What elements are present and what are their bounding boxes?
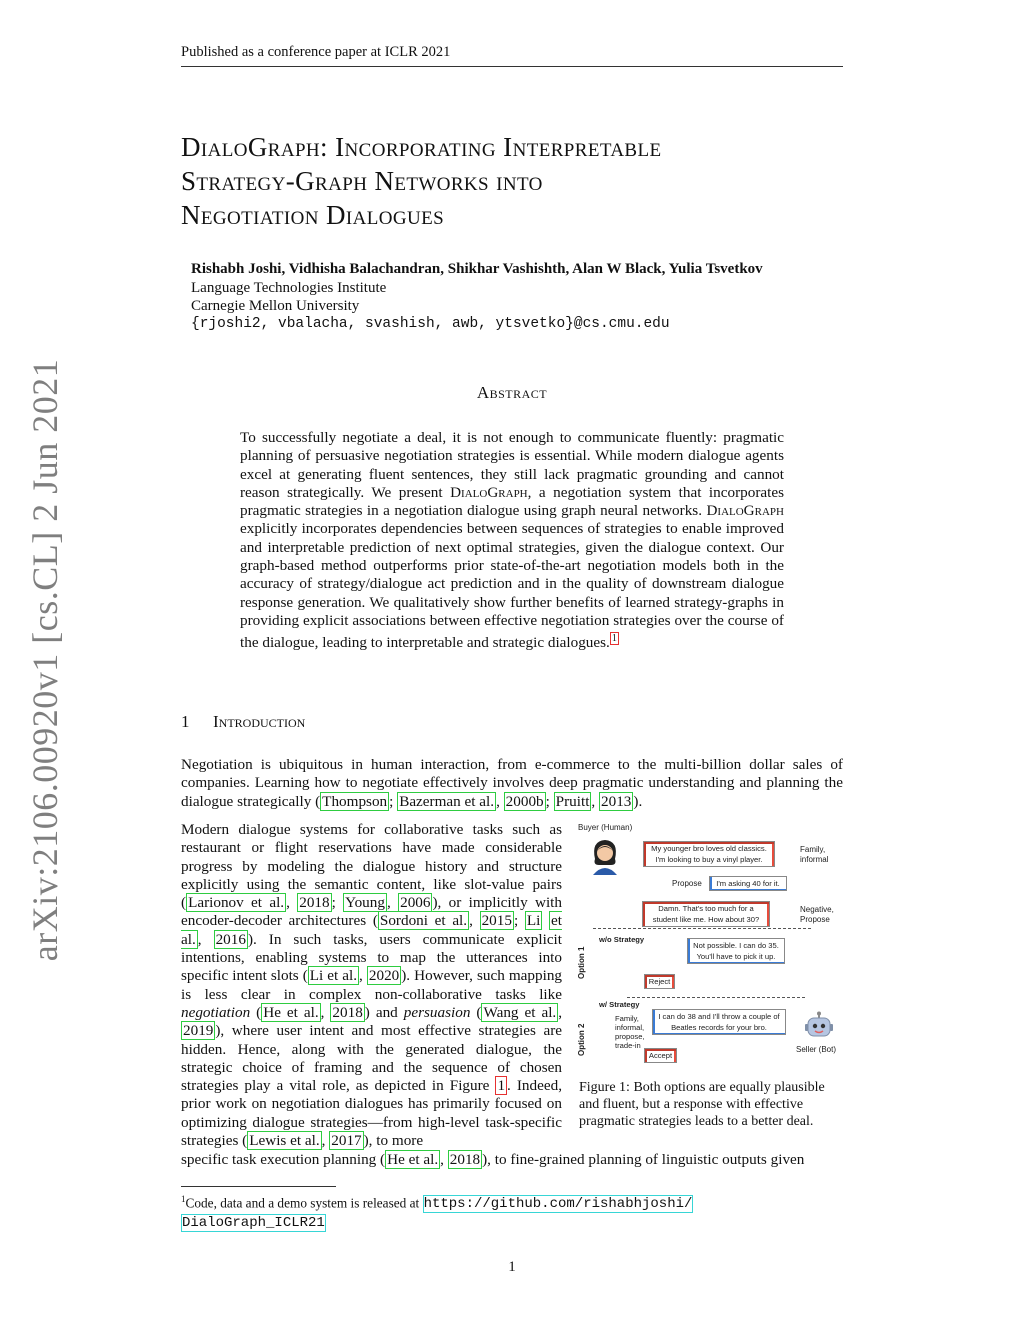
footnote-mark: 1	[181, 1194, 186, 1204]
abstract-heading: Abstract	[476, 383, 548, 402]
emphasis: negotiation	[181, 1003, 251, 1021]
text: Modern dialogue systems for collaborative tasks such as restaurant or flight reservations have made considerable progress by modeling the dialogue history and structure explicitly using the semantic content, like slot-value pairs (	[181, 821, 562, 912]
citation-link[interactable]: et al.	[181, 912, 562, 948]
intro-paragraph-2: Modern dialogue systems for collaborative tasks such as restaurant or flight reservations have made considerable progress by modeling the dialogue history and structure explicitly using the semantic content, like slot-value pairs ( Larionov et al. , 2018 ; Young , 2006 ), or implicitly with encoder-decoder architectures ( Sordoni et al. , 2015 ; Li et al. , 2016 ). In such tasks, users communicate explicit intentions, enabling systems to map the utterances into specific intent slots ( Li et al. , 2020 ). However, such mapping is less clear in complex non-collaborative tasks like negotiation ( He et al. , 2018 ) and persuasion ( Wang et al. , 2019 ), where user intent and most effective strategies are hidden. Hence, along with the generated dialogue, the strategic choice of framing and the sequence of chosen strategies play a vital role, as depicted in Figure 1 . Indeed, prior work on negotiation dialogues has primarily focused on optimizing dialogue strategies—from high-level task-specific strategies ( Lewis et al. , 2017 ), to more	[181, 821, 563, 1150]
footnote	[181, 1191, 843, 1232]
section-number: 1	[181, 712, 190, 731]
arxiv-stamp	[24, 358, 66, 962]
abstract-text-c: explicitly incorporates dependencies between sequences of strategies to enable improved and interpretable prediction of next optimal strategies, given the dialogue context. Our graph-based method outperforms prior state-of-the-art negotiation models both in the accuracy of strategy/dialogue act prediction and in the quality of downstream dialogue response generation. We qualitatively show further benefits of learned strategy-graphs in providing explicit associations between effective negotiation strategies over the course of the dialogue, leading to interpretable and strategic dialogues.	[240, 520, 784, 652]
citation-link[interactable]: 2019	[183, 1022, 214, 1040]
figure-link[interactable]: 1	[497, 1077, 506, 1095]
author-emails: {rjoshi2, vbalacha, svashish, awb, ytsvetko}@cs.cmu.edu	[191, 316, 670, 332]
text: specific task execution planning (	[181, 1151, 386, 1168]
citation-link[interactable]: Li et al.	[309, 967, 358, 985]
citation-link[interactable]: 2006	[400, 894, 431, 912]
figure-caption: Figure 1: Both options are equally plausible and fluent, but a response with effective pragmatic strategies leads to a better deal.	[579, 1080, 825, 1129]
figure-1	[575, 821, 843, 1066]
citation-link[interactable]: 2018	[299, 894, 330, 912]
footnote-rule	[181, 1186, 336, 1187]
text: ), to more	[363, 1132, 424, 1150]
citation-link[interactable]: 2020	[368, 967, 400, 985]
section-title: Introduction	[213, 712, 306, 731]
title-line-1: DialoGraph: Incorporating Interpretable	[181, 132, 662, 162]
seller-bubble-option-1: Not possible. I can do 35. You'll have to pick it up.	[687, 938, 785, 964]
strategy-tag-1: Family, informal	[800, 845, 829, 864]
repo-link-continued[interactable]: DialoGraph_ICLR21	[182, 1215, 325, 1232]
text: ). In such tasks, users communicate explicit intentions, enabling systems to map the utterances into specific intent slots (	[181, 930, 562, 985]
seller-bubble-1: I'm asking 40 for it.	[709, 876, 787, 891]
buyer-bubble-1: My younger bro loves old classics. I'm looking to buy a vinyl player.	[643, 841, 775, 867]
citation-link[interactable]: Pruitt	[555, 792, 590, 810]
divider	[593, 928, 811, 929]
propose-label: Propose	[672, 879, 702, 888]
footnote-link[interactable]: 1	[611, 633, 617, 645]
robot-icon	[803, 1011, 835, 1043]
citation-link[interactable]: 2015	[481, 912, 512, 930]
citation-link[interactable]: 2016	[215, 930, 246, 948]
arxiv-stamp-text: arXiv:2106.00920v1 [cs.CL] 2 Jun 2021	[25, 358, 65, 962]
repo-link[interactable]: https://github.com/rishabhjoshi/	[423, 1196, 693, 1213]
title-line-2: Strategy-Graph Networks into	[181, 166, 543, 196]
citation-link[interactable]: Wang et al.	[483, 1003, 557, 1021]
text: ), where user intent and most effective strategies are hidden. Hence, along with the generated dialogue, the strategic choice of framing and the sequence of chosen strategies play a vital role, as depicted in Figure	[181, 1022, 562, 1095]
buyer-bubble-2: Damn. That's too much for a student like me. How about 30?	[642, 901, 770, 927]
without-strategy-label: w/o Strategy	[599, 935, 645, 944]
footnote-text: Code, data and a demo system is released at	[185, 1195, 423, 1211]
with-strategy-label: w/ Strategy	[599, 1000, 640, 1009]
citation-link[interactable]: Lewis et al.	[249, 1132, 320, 1150]
divider	[627, 997, 805, 998]
citation-link[interactable]: 2017	[331, 1132, 362, 1150]
citation-link[interactable]: Bazerman et al.	[399, 792, 495, 810]
text: . Indeed, prior work on negotiation dialogues has primarily focused on optimizing dialogue strategies—from high-level task-specific strategies (	[181, 1077, 562, 1150]
seller-bubble-option-2: I can do 38 and I'll throw a couple of Beatles records for your bro.	[652, 1009, 786, 1035]
text: ).	[633, 792, 643, 810]
text: ), or implicitly with encoder-decoder architectures (	[181, 894, 562, 930]
strategy-tag-5: Family, informal, propose, trade-in	[615, 1014, 645, 1050]
section-heading	[181, 712, 305, 732]
affiliation-university: Carnegie Mellon University	[191, 298, 360, 314]
citation-link[interactable]: He et al.	[263, 1003, 319, 1021]
accept-badge: Accept	[644, 1048, 677, 1063]
emphasis: persuasion	[403, 1003, 471, 1021]
title-line-3: Negotiation Dialogues	[181, 200, 445, 230]
buyer-label: Buyer (Human)	[578, 823, 633, 832]
option-1-label: Option 1	[577, 946, 586, 979]
citation-link[interactable]: Thompson	[322, 792, 388, 810]
citation-link[interactable]: He et al.	[387, 1151, 439, 1168]
page-number: 1	[508, 1259, 516, 1275]
system-name: DialoGraph	[450, 483, 528, 501]
text: Negotiation is ubiquitous in human interaction, from e-commerce to the multi-billion dollar sales of companies. Learning how to negotiate effectively involves deep pragmatic understanding and planning the dialogue strategically (	[181, 756, 843, 810]
intro-paragraph-3: specific task execution planning ( He et al. , 2018 ), to fine-grained planning of linguistic outputs given	[181, 1151, 805, 1168]
system-name: DialoGraph	[706, 502, 784, 520]
strategy-tag-3: Negative, Propose	[800, 905, 834, 924]
abstract-text-a: To successfully negotiate a deal, it is not enough to communicate fluently: pragmatic planning of persuasive negotiation strategies is essential. While modern dialogue agents excel at generating fluent sentences, they still lack pragmatic grounding and cannot reason strategically. We present	[240, 429, 784, 501]
buyer-avatar-icon	[587, 835, 623, 877]
text: and	[369, 1003, 404, 1021]
citation-link[interactable]: Young	[345, 894, 385, 912]
running-header: Published as a conference paper at ICLR 2021	[181, 44, 451, 60]
intro-paragraph-1: Negotiation is ubiquitous in human interaction, from e-commerce to the multi-billion dollar sales of companies. Learning how to negotiate effectively involves deep pragmatic understanding and planning the dialogue strategically ( Thompson ; Bazerman et al. , 2000b ; Pruitt , 2013 ).	[181, 756, 843, 810]
citation-link[interactable]: 2013	[601, 792, 632, 810]
text: ). However, such mapping is less clear in complex non-collaborative tasks like	[181, 967, 563, 1003]
citation-link[interactable]: 2018	[449, 1151, 481, 1168]
affiliation-dept: Language Technologies Institute	[191, 280, 387, 296]
abstract-body	[240, 429, 784, 653]
citation-link[interactable]: Li	[526, 912, 541, 930]
citation-link[interactable]: 2000b	[505, 792, 544, 810]
seller-label: Seller (Bot)	[796, 1045, 837, 1054]
paper-title	[181, 130, 841, 232]
header-rule	[181, 66, 843, 67]
citation-link[interactable]: Larionov et al.	[188, 894, 285, 912]
authors: Rishabh Joshi, Vidhisha Balachandran, Shikhar Vashishth, Alan W Black, Yulia Tsvetkov	[191, 261, 763, 277]
citation-link[interactable]: 2018	[332, 1003, 363, 1021]
reject-badge: Reject	[644, 974, 675, 989]
text: ), to fine-grained planning of linguistic outputs given	[482, 1151, 805, 1168]
abstract-text-b: , a negotiation system that incorporates pragmatic strategies in a negotiation dialogue using graph neural networks.	[240, 483, 784, 520]
citation-link[interactable]: Sordoni et al.	[379, 912, 468, 930]
option-2-label: Option 2	[577, 1023, 586, 1056]
